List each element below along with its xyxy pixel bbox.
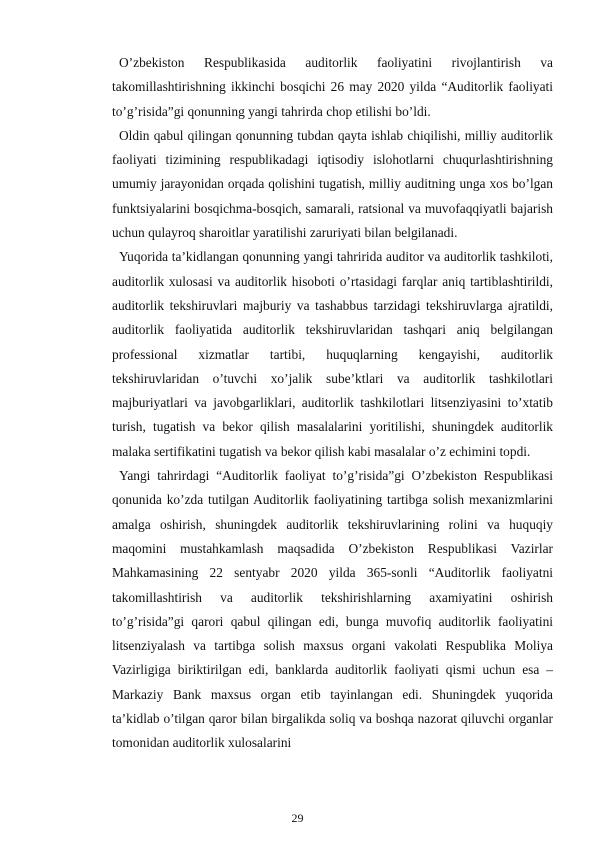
paragraph-1: O’zbekiston Respublikasida auditorlik faoliyatini rivojlantirish va takomillashtirishning ikkinchi bosqichi 26 may 2020 yilda “Auditorlik faoliyati to’g’risida”gi qonunning yangi tahrirda chop etilishi bo’ldi. <box>112 55 553 119</box>
paragraph-3: Yuqorida ta’kidlangan qonunning yangi tahririda auditor va auditorlik tashkiloti, auditorlik xulosasi va auditorlik hisoboti o’rtasidagi farqlar aniq tartiblashtirildi, auditorlik tekshiruvlari majburiy va tashabbus tarzidagi tekshiruvlarga ajratildi, auditorlik faoliyatida auditorlik tekshiruvlaridan tashqari aniq belgilangan professional xizmatlar tartibi, huquqlarning kengayishi, auditorlik tekshiruvlaridan o’tuvchi xo’jalik sube’ktlari va auditorlik tashkilotlari majburiyatlari va javobgarliklari, auditorlik tashkilotlari litsenziyasini to’xtatib turish, tugatish va bekor qilish masalalarini yoritilishi, shuningdek auditorlik malaka sertifikatini tugatish va bekor qilish kabi masalalar o’z echimini topdi. <box>112 249 553 459</box>
page-number: 29 <box>291 811 304 825</box>
body-text <box>112 51 553 756</box>
paragraph-2: Oldin qabul qilingan qonunning tubdan qayta ishlab chiqilishi, milliy auditorlik faoliyati tizimining respublikadagi iqtisodiy islohotlarni chuqurlashtirishning umumiy jarayonidan orqada qolishini tugatish, milliy auditning unga xos bo’lgan funktsiyalarini bosqichma-bosqich, samarali, ratsional va muvofaqqiyatli bajarish uchun qulayroq sharoitlar yaratilishi zaruriyati bilan belgilanadi. <box>112 127 553 241</box>
paragraph-4: Yangi tahrirdagi “Auditorlik faoliyat to’g’risida”gi O’zbekiston Respublikasi qonunida ko’zda tutilgan Auditorlik faoliyatining tartibga solish mexanizmlarini amalga oshirish, shuningdek auditorlik tekshiruvlarining rolini va huquqiy maqomini mustahkamlash maqsadida O’zbekiston Respublikasi Vazirlar Mahkamasining 22 sentyabr 2020 yilda 365-sonli “Auditorlik faoliyatni takomillashtirish va auditorlik tekshirishlarning axamiyatini oshirish to’g’risida”gi qarori qabul qilingan edi, bunga muvofiq auditorlik faoliyatini litsenziyalash va tartibga solish maxsus organi vakolati Respublika Moliya Vazirligiga biriktirilgan edi, banklarda auditorlik faoliyati qismi uchun esa – Markaziy Bank maxsus organ etib tayinlangan edi. Shuningdek yuqorida ta’kidlab o’tilgan qaror bilan birgalikda soliq va boshqa nazorat qiluvchi organlar tomonidan auditorlik xulosalarini <box>112 468 553 751</box>
